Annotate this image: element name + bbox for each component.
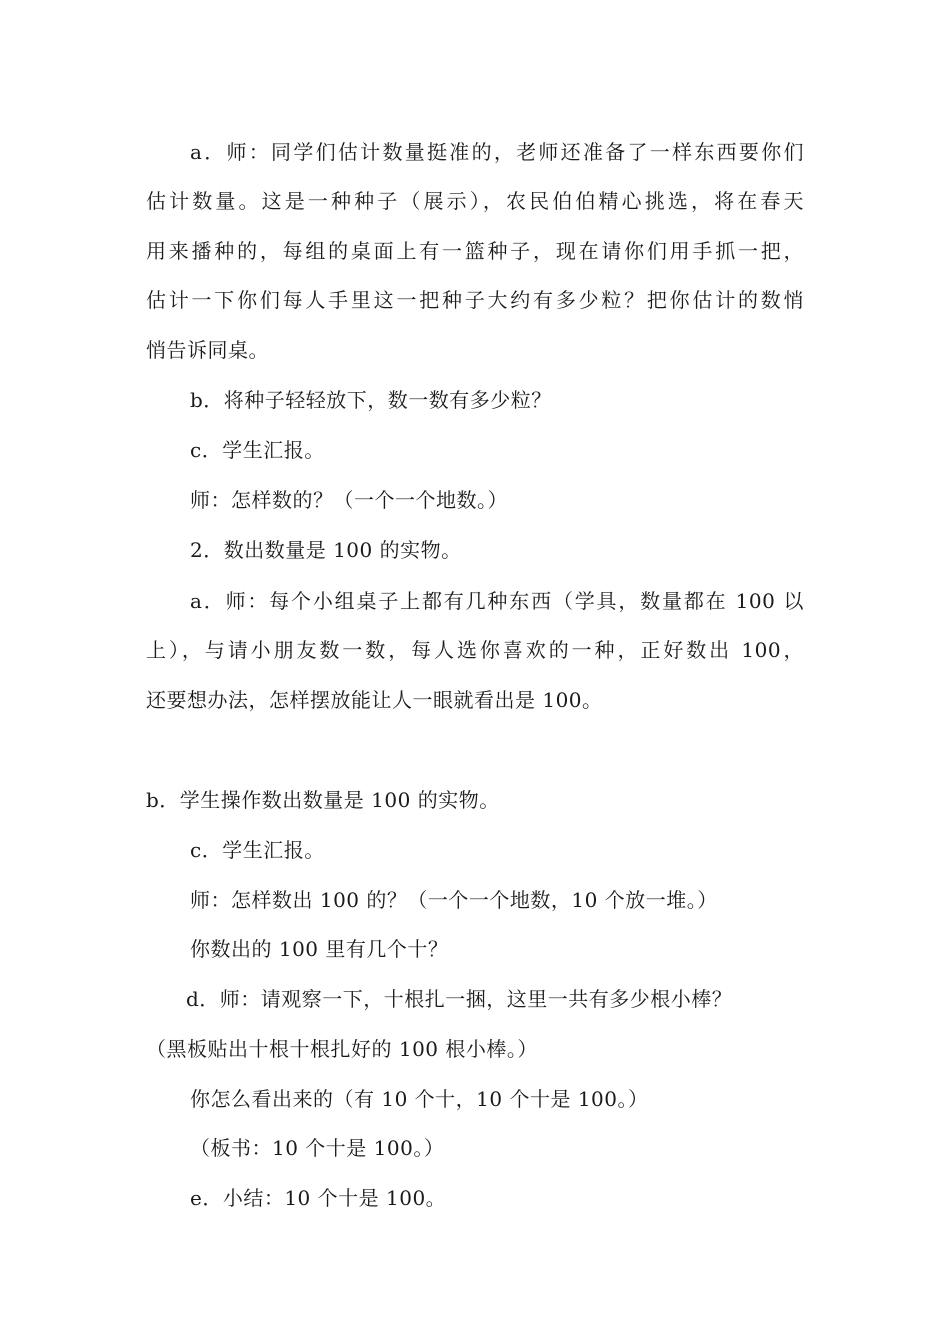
paragraph-line: b．学生操作数出数量是 100 的实物。 — [146, 788, 500, 812]
paragraph-line: 估计数量。这是一种种子（展示），农民伯伯精心挑选，将在春天 — [146, 189, 804, 213]
paragraph-line: 悄告诉同桌。 — [146, 338, 269, 362]
paragraph-line: 上），与请小朋友数一数，每人选你喜欢的一种，正好数出 100， — [146, 638, 804, 662]
paragraph-line: 估计一下你们每人手里这一把种子大约有多少粒？把你估计的数悄 — [146, 288, 804, 312]
paragraph-line: 你怎么看出来的（有 10 个十，10 个十是 100。） — [190, 1087, 649, 1111]
paragraph-line: c．学生汇报。 — [190, 438, 325, 462]
paragraph-line: （板书：10 个十是 100。） — [190, 1136, 445, 1160]
paragraph-line: 师：怎样数出 100 的？（一个一个地数，10 个放一堆。） — [190, 888, 718, 912]
paragraph-line: 用来播种的，每组的桌面上有一篮种子，现在请你们用手抓一把， — [146, 239, 804, 263]
paragraph-line: a．师：同学们估计数量挺准的，老师还准备了一样东西要你们 — [190, 140, 804, 164]
paragraph-line: （黑板贴出十根十根扎好的 100 根小棒。） — [146, 1037, 538, 1061]
paragraph-line: 师：怎样数的？（一个一个地数。） — [190, 488, 508, 512]
paragraph-line: b．将种子轻轻放下，数一数有多少粒？ — [190, 388, 552, 412]
section-heading: 2．数出数量是 100 的实物。 — [190, 538, 462, 562]
paragraph-line: d．师：请观察一下，十根扎一捆，这里一共有多少根小棒？ — [186, 987, 733, 1011]
paragraph-line: 你数出的 100 里有几个十？ — [190, 937, 449, 961]
paragraph-line: a．师：每个小组桌子上都有几种东西（学具，数量都在 100 以 — [190, 589, 804, 613]
paragraph-line: 还要想办法，怎样摆放能让人一眼就看出是 100。 — [146, 688, 603, 712]
paragraph-line: e．小结：10 个十是 100。 — [190, 1186, 447, 1210]
paragraph-line: c．学生汇报。 — [190, 838, 325, 862]
